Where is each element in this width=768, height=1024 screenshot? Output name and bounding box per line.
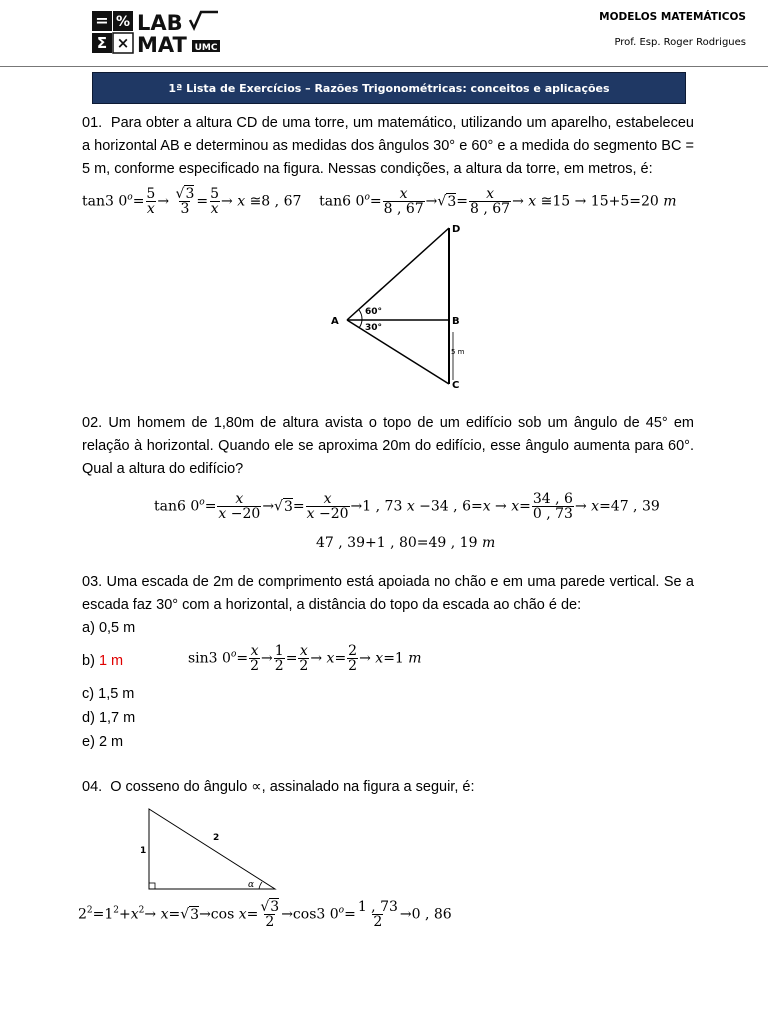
option-value-correct: 1 m: [98, 653, 124, 669]
point-c-label: C: [452, 380, 460, 391]
question-3-option-c: [82, 683, 134, 706]
angle-60-label: 60°: [365, 307, 383, 317]
question-3-option-d: [82, 707, 135, 730]
segment-bc-label: 5 m: [451, 348, 465, 356]
logo-times-symbol: ×: [116, 34, 130, 52]
banner-title: 1ª Lista de Exercícios – Razões Trigonométricas: conceitos e aplicações: [168, 81, 610, 95]
logo-equals-symbol: =: [95, 11, 109, 30]
question-3-option-e: [82, 731, 123, 754]
option-letter: b): [82, 653, 95, 669]
triangle-figure: [135, 803, 285, 895]
question-1-statement: Para obter a altura CD de uma torre, um matemático, utilizando um aparelho, estabeleceu a horizontal AB e determinou as medidas dos ângulos 30° e 60° e a medida do segmento BC = 5 m, conforme especificado na figura. Nessas condições, a altura da torre, em metros, é:: [82, 115, 694, 177]
logo-sigma-symbol: Σ: [96, 34, 108, 52]
tower-figure: [325, 222, 475, 392]
question-1-solution: tan3 $0^o=$ $\frac{5}{x}$ → $\frac{√3}{3}$ = $\frac{5}{x}$ → x ≅8 , 67 tan6 $0^o=$ $\frac{x}{8 , 67}$ →√3= $\frac{x}{8 , 67}$ → x ≅15 → 15+5=20 m: [82, 186, 677, 217]
question-2-number: 02.: [82, 415, 103, 431]
question-4-text: [82, 776, 694, 799]
question-4-statement: O cosseno do ângulo ∝, assinalado na figura a seguir, é:: [110, 779, 475, 795]
side-1-label: 1: [140, 846, 147, 856]
option-letter: c): [82, 686, 95, 702]
logo-umc-text: UMC: [194, 43, 218, 53]
alpha-label: α: [248, 880, 255, 890]
question-3-statement: Uma escada de 2m de comprimento está apoiada no chão e em uma parede vertical. Se a escada faz 30° com a horizontal, a distância do topo da escada ao chão é de:: [82, 574, 694, 613]
question-3-text: [82, 571, 694, 617]
angle-30-label: 30°: [365, 323, 383, 333]
question-1-text: [82, 112, 694, 181]
question-2-solution-line-2: 47 , 39+1 , 80=49 , 19 m: [316, 535, 496, 551]
question-2-text: [82, 412, 694, 481]
point-a-label: A: [331, 316, 339, 327]
header-author: Prof. Esp. Roger Rodrigues: [614, 37, 746, 48]
logo-percent-symbol: %: [115, 14, 131, 30]
logo-mat-text: MAT: [137, 33, 187, 56]
question-2-statement: Um homem de 1,80m de altura avista o topo de um edifício sob um ângulo de 45° em relação à horizontal. Quando ele se aproxima 20m do edifício, esse ângulo aumenta para 60°. Qual a altura do edifício?: [82, 415, 694, 477]
option-value: 0,5 m: [98, 620, 136, 636]
point-d-label: D: [452, 224, 461, 235]
question-4-solution: $2^2=1^2+x^2\to x=√3\to\cos$ x= $\frac{√3}{2}$ →cos3 $0^o=$ $\frac{1 , 73}{2}$ →0 , 86: [78, 899, 452, 930]
question-4-number: 04.: [82, 779, 103, 795]
option-letter: d): [82, 710, 95, 726]
logo-lab-text: LAB: [137, 11, 183, 35]
question-3-number: 03.: [82, 574, 103, 590]
option-value: 2 m: [98, 734, 124, 750]
header-divider: [0, 66, 768, 67]
header-title: MODELOS MATEMÁTICOS: [599, 11, 746, 23]
question-2-solution-line-1: tan6 $0^o=$ $\frac{x}{x -20}$ →√3= $\frac{x}{x -20}$ →1 , 73 x −34 , 6=x → x= $\frac{34 , 6}{0 , 73}$ → x=47 , 39: [154, 491, 660, 522]
option-value: 1,5 m: [98, 686, 135, 702]
option-letter: a): [82, 620, 95, 636]
hypotenuse-label: 2: [213, 833, 220, 843]
question-1-number: 01.: [82, 115, 103, 131]
option-value: 1,7 m: [98, 710, 136, 726]
question-3-option-a: [82, 617, 135, 640]
question-3-solution: sin3 $0^o=$ $\frac{x}{2}$ → $\frac{1}{2}$ = $\frac{x}{2}$ → x= $\frac{2}{2}$ → x=1 m: [188, 643, 422, 674]
option-letter: e): [82, 734, 95, 750]
lab-mat-logo: [92, 10, 222, 56]
point-b-label: B: [452, 316, 460, 327]
question-3-option-b: [82, 650, 123, 673]
exercise-list-banner: [92, 72, 686, 104]
